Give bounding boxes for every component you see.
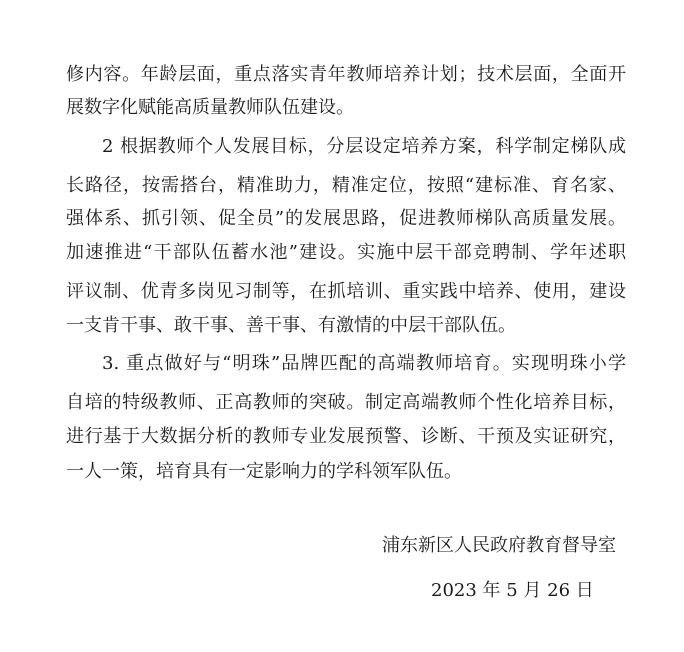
paragraph-line: 2 根据教师个人发展目标，分层设定培养方案，科学制定梯队成	[102, 136, 626, 157]
paragraph-line: 展数字化赋能高质量教师队伍建设。	[66, 97, 354, 118]
signature-office: 浦东新区人民政府教育督导室	[382, 535, 616, 556]
signature-date: 2023 年 5 月 26 日	[431, 580, 594, 601]
paragraph-line: 评议制、优青多岗见习制等，在抓培训、重实践中培养、使用，建设	[66, 281, 626, 302]
paragraph-line: 一支肯干事、敢干事、善干事、有激情的中层干部队伍。	[66, 315, 516, 336]
paragraph-line: 自培的特级教师、正高教师的突破。制定高端教师个性化培养目标，	[66, 392, 626, 413]
paragraph-line: 进行基于大数据分析的教师专业发展预警、诊断、干预及实证研究，	[66, 426, 626, 447]
paragraph-line: 一人一策，培育具有一定影响力的学科领军队伍。	[66, 461, 462, 482]
paragraph-line: 强体系、抓引领、促全员”的发展思路，促进教师梯队高质量发展。	[66, 208, 626, 229]
paragraph-line: 3. 重点做好与“明珠”品牌匹配的高端教师培育。实现明珠小学	[102, 353, 626, 374]
paragraph-line: 加速推进“干部队伍蓄水池”建设。实施中层干部竞聘制、学年述职	[66, 242, 626, 263]
paragraph-line: 修内容。年龄层面，重点落实青年教师培养计划；技术层面，全面开	[66, 64, 626, 85]
paragraph-line: 长路径，按需搭台，精准助力，精准定位，按照“建标准、育名家、	[66, 175, 626, 196]
